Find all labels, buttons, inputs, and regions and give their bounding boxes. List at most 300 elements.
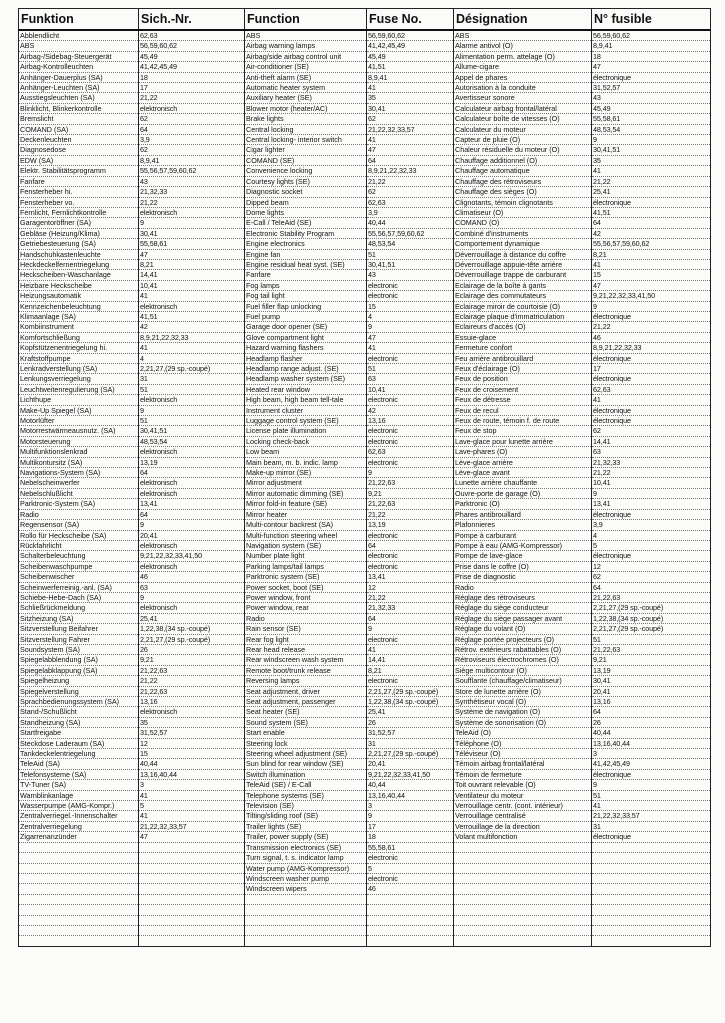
cell-funktion: TeleAid (SA) (19, 759, 139, 769)
cell-sich-nr: elektronisch (139, 207, 245, 217)
cell-sich-nr: 41 (139, 343, 245, 353)
cell-designation: Feux de stop (454, 426, 592, 436)
cell-sich-nr (139, 905, 245, 915)
cell-designation: Synthétiseur vocal (O) (454, 697, 592, 707)
cell-no-fusible: 56,59,60,62 (592, 30, 711, 41)
cell-fuse-no: 25,41 (367, 707, 454, 717)
cell-sich-nr: 30,41 (139, 228, 245, 238)
table-row (19, 665, 711, 675)
cell-function: Parktronic system (SE) (245, 572, 367, 582)
cell-function: Engine residual heat syst. (SE) (245, 259, 367, 269)
cell-no-fusible: 41,42,45,49 (592, 759, 711, 769)
cell-fuse-no: electronic (367, 551, 454, 561)
table-row (19, 218, 711, 228)
table-row (19, 925, 711, 935)
cell-sich-nr: elektronisch (139, 447, 245, 457)
cell-fuse-no: 21,22 (367, 176, 454, 186)
cell-sich-nr: elektronisch (139, 707, 245, 717)
cell-funktion: Spiegelabblendung (SA) (19, 655, 139, 665)
cell-fuse-no: electronic (367, 676, 454, 686)
cell-function: Automatic heater system (245, 83, 367, 93)
table-row (19, 426, 711, 436)
cell-designation: Radio (454, 582, 592, 592)
cell-fuse-no: 63 (367, 374, 454, 384)
cell-no-fusible: 62 (592, 572, 711, 582)
cell-funktion (19, 915, 139, 925)
cell-fuse-no: 62 (367, 114, 454, 124)
cell-function: Electronic Stability Program (245, 228, 367, 238)
cell-funktion: Sitzverstellung Beifahrer (19, 624, 139, 634)
cell-sich-nr: 35 (139, 717, 245, 727)
cell-designation: Chauffage additionnel (O) (454, 155, 592, 165)
cell-fuse-no: 9,21,22,32,33,41,50 (367, 769, 454, 779)
cell-no-fusible: 62 (592, 426, 711, 436)
cell-funktion: Wasserpumpe (AMG-Kompr.) (19, 801, 139, 811)
header-sich-nr: Sich.-Nr. (139, 9, 245, 31)
cell-no-fusible: 35 (592, 155, 711, 165)
table-row (19, 135, 711, 145)
cell-sich-nr: elektronisch (139, 103, 245, 113)
cell-designation: Téléviseur (O) (454, 749, 592, 759)
cell-no-fusible: 21,22 (592, 322, 711, 332)
cell-no-fusible: 41,51 (592, 207, 711, 217)
cell-designation: Téléphone (O) (454, 738, 592, 748)
cell-funktion: TV-Tuner (SA) (19, 780, 139, 790)
cell-function: Fog lamps (245, 280, 367, 290)
cell-funktion: Heizbare Heckscheibe (19, 280, 139, 290)
cell-sich-nr: 43 (139, 176, 245, 186)
cell-sich-nr: 9,21 (139, 655, 245, 665)
cell-no-fusible: 4 (592, 530, 711, 540)
cell-designation: Rétrov. extérieurs rabattables (O) (454, 644, 592, 654)
cell-funktion: Tankdeckelentriegelung (19, 749, 139, 759)
cell-sich-nr: 26 (139, 644, 245, 654)
cell-no-fusible: 21,22 (592, 468, 711, 478)
cell-funktion: Stand-/Schußlicht (19, 707, 139, 717)
cell-designation: Réglage portée projecteurs (O) (454, 634, 592, 644)
cell-sich-nr: 45,49 (139, 51, 245, 61)
table-row (19, 686, 711, 696)
table-row (19, 624, 711, 634)
cell-sich-nr: 3 (139, 780, 245, 790)
cell-fuse-no: 5 (367, 863, 454, 873)
cell-designation: Pompe à eau (AMG-Kompressor) (454, 540, 592, 550)
table-row (19, 249, 711, 259)
cell-designation: Pompe de lave-glace (454, 551, 592, 561)
cell-sich-nr (139, 884, 245, 894)
cell-no-fusible: 55,56,57,59,60,62 (592, 239, 711, 249)
cell-sich-nr: 18 (139, 72, 245, 82)
table-row (19, 62, 711, 72)
cell-sich-nr: 47 (139, 249, 245, 259)
cell-no-fusible: 14,41 (592, 436, 711, 446)
cell-function: Garage door opener (SE) (245, 322, 367, 332)
cell-funktion: Leuchtweitenregulierung (SA) (19, 384, 139, 394)
cell-sich-nr: elektronisch (139, 301, 245, 311)
table-row (19, 301, 711, 311)
cell-fuse-no: electronic (367, 853, 454, 863)
table-row (19, 790, 711, 800)
cell-funktion: Klimaanlage (SA) (19, 311, 139, 321)
cell-funktion: Nebelscheinwerfer (19, 478, 139, 488)
cell-funktion: Navigations-System (SA) (19, 468, 139, 478)
cell-funktion: COMAND (SA) (19, 124, 139, 134)
cell-designation: Ouvre-porte de garage (O) (454, 488, 592, 498)
cell-funktion: Heckdeckelfernentriegelung (19, 259, 139, 269)
cell-funktion: Zentralverriegel.-Innenschalter (19, 811, 139, 821)
cell-function: Water pump (AMG-Kompressor) (245, 863, 367, 873)
table-row (19, 280, 711, 290)
cell-funktion: Heckscheiben-Waschanlage (19, 270, 139, 280)
table-row (19, 187, 711, 197)
cell-fuse-no: 21,22,32,33,57 (367, 124, 454, 134)
table-row (19, 728, 711, 738)
cell-fuse-no: 47 (367, 145, 454, 155)
cell-sich-nr: 47 (139, 832, 245, 842)
cell-sich-nr: 3,9 (139, 135, 245, 145)
cell-no-fusible: électronique (592, 353, 711, 363)
table-row (19, 509, 711, 519)
cell-designation: Lave-phares (O) (454, 447, 592, 457)
cell-sich-nr: elektronisch (139, 488, 245, 498)
cell-fuse-no: 21,22,63 (367, 499, 454, 509)
cell-designation: Réglage du siège conducteur (454, 603, 592, 613)
table-row (19, 270, 711, 280)
cell-designation: Parktronic (O) (454, 499, 592, 509)
cell-fuse-no: 9 (367, 624, 454, 634)
table-row (19, 343, 711, 353)
cell-fuse-no: 51 (367, 249, 454, 259)
cell-designation: Chauffage des sièges (O) (454, 187, 592, 197)
cell-sich-nr: 8,9,21,22,32,33 (139, 332, 245, 342)
cell-no-fusible: 9 (592, 301, 711, 311)
cell-no-fusible: 63 (592, 447, 711, 457)
cell-funktion: Kraftstoffpumpe (19, 353, 139, 363)
cell-funktion: Garagentoröffner (SA) (19, 218, 139, 228)
cell-function: Power window, front (245, 592, 367, 602)
cell-fuse-no: 62,63 (367, 197, 454, 207)
table-row (19, 436, 711, 446)
cell-designation: Verrouillage de la direction (454, 821, 592, 831)
table-row (19, 114, 711, 124)
table-row (19, 613, 711, 623)
cell-sich-nr: 64 (139, 468, 245, 478)
cell-sich-nr: 2,21,27,(29 sp.-coupé) (139, 364, 245, 374)
cell-sich-nr: 64 (139, 124, 245, 134)
cell-designation: TeleAid (O) (454, 728, 592, 738)
cell-function: Air-conditioner (SE) (245, 62, 367, 72)
cell-function: Make-up mirror (SE) (245, 468, 367, 478)
table-row (19, 51, 711, 61)
cell-no-fusible: électronique (592, 374, 711, 384)
cell-function: TeleAid (SE) / E-Call (245, 780, 367, 790)
cell-fuse-no: 62,63 (367, 447, 454, 457)
table-row (19, 259, 711, 269)
cell-fuse-no: 41 (367, 135, 454, 145)
cell-sich-nr: 63 (139, 582, 245, 592)
cell-function: Windscreen wipers (245, 884, 367, 894)
cell-sich-nr (139, 863, 245, 873)
cell-funktion (19, 842, 139, 852)
table-row (19, 655, 711, 665)
cell-function: Instrument cluster (245, 405, 367, 415)
cell-function: Mirror heater (245, 509, 367, 519)
cell-function: Navigation system (SE) (245, 540, 367, 550)
table-row (19, 592, 711, 602)
cell-designation: Combiné d'instruments (454, 228, 592, 238)
cell-function: Sun blind for rear window (SE) (245, 759, 367, 769)
table-row (19, 311, 711, 321)
cell-function (245, 936, 367, 946)
table-row (19, 540, 711, 550)
cell-designation: Calculateur du moteur (454, 124, 592, 134)
cell-designation: Prise de diagnostic (454, 572, 592, 582)
cell-no-fusible (592, 842, 711, 852)
cell-funktion (19, 905, 139, 915)
cell-no-fusible: 9,21 (592, 655, 711, 665)
cell-designation (454, 925, 592, 935)
cell-no-fusible: 2,21,27,(29 sp.-coupé) (592, 624, 711, 634)
cell-no-fusible: 15 (592, 270, 711, 280)
cell-fuse-no (367, 894, 454, 904)
table-row (19, 676, 711, 686)
cell-function: Rear fog light (245, 634, 367, 644)
cell-sich-nr (139, 915, 245, 925)
cell-funktion: Scheibenwischer (19, 572, 139, 582)
cell-function: Fuel filler flap unlocking (245, 301, 367, 311)
cell-no-fusible: 48,53,54 (592, 124, 711, 134)
cell-funktion (19, 884, 139, 894)
cell-funktion: Regensensor (SA) (19, 520, 139, 530)
cell-fuse-no: 21,22 (367, 509, 454, 519)
table-row (19, 915, 711, 925)
cell-function: Multi-function steering wheel (245, 530, 367, 540)
cell-designation: Feux de position (454, 374, 592, 384)
cell-function: Brake lights (245, 114, 367, 124)
cell-no-fusible: 20,41 (592, 686, 711, 696)
table-row (19, 124, 711, 134)
cell-designation: Toit ouvrant relevable (O) (454, 780, 592, 790)
cell-function: ABS (245, 30, 367, 41)
cell-sich-nr: 41 (139, 291, 245, 301)
cell-fuse-no: electronic (367, 561, 454, 571)
cell-fuse-no: 47 (367, 332, 454, 342)
cell-designation: Feu arrière antibrouillard (454, 353, 592, 363)
cell-designation: Alimentation perm. attelage (O) (454, 51, 592, 61)
cell-sich-nr: 21,32,33 (139, 187, 245, 197)
cell-designation: Verrouillage centralisé (454, 811, 592, 821)
table-row (19, 530, 711, 540)
cell-funktion: Parktronic-System (SA) (19, 499, 139, 509)
cell-designation: Comportement dynamique (454, 239, 592, 249)
table-row (19, 322, 711, 332)
table-row (19, 603, 711, 613)
cell-funktion: Fensterheber hi. (19, 187, 139, 197)
cell-sich-nr: 14,41 (139, 270, 245, 280)
cell-function: Luggage control system (SE) (245, 416, 367, 426)
cell-fuse-no: 1,22,38,(34 sp.-coupé) (367, 697, 454, 707)
cell-no-fusible: 64 (592, 707, 711, 717)
table-row (19, 551, 711, 561)
cell-fuse-no: 17 (367, 821, 454, 831)
cell-function: Turn signal, t. s. indicator lamp (245, 853, 367, 863)
table-row (19, 853, 711, 863)
cell-function: Headlamp flasher (245, 353, 367, 363)
cell-no-fusible (592, 915, 711, 925)
cell-function: Main beam, m. b. indic. lamp (245, 457, 367, 467)
cell-designation: Réglage du siège passager avant (454, 613, 592, 623)
cell-no-fusible: 51 (592, 790, 711, 800)
table-row (19, 364, 711, 374)
cell-no-fusible: 3,9 (592, 520, 711, 530)
cell-designation: Eclairage de la boîte à gants (454, 280, 592, 290)
fuse-table-sheet (18, 8, 710, 947)
cell-funktion: Multifunktionslenkrad (19, 447, 139, 457)
cell-fuse-no (367, 925, 454, 935)
cell-funktion (19, 925, 139, 935)
cell-funktion: Gebläse (Heizung/Klima) (19, 228, 139, 238)
cell-designation: Climatiseur (O) (454, 207, 592, 217)
cell-no-fusible: 10,41 (592, 478, 711, 488)
cell-sich-nr: 55,58,61 (139, 239, 245, 249)
cell-fuse-no: 3,9 (367, 207, 454, 217)
cell-fuse-no: 10,41 (367, 384, 454, 394)
cell-no-fusible: 51 (592, 634, 711, 644)
cell-no-fusible (592, 884, 711, 894)
cell-no-fusible: 47 (592, 280, 711, 290)
cell-fuse-no: 13,41 (367, 572, 454, 582)
cell-designation: Fermeture confort (454, 343, 592, 353)
cell-sich-nr: 13,16,40,44 (139, 769, 245, 779)
table-row (19, 103, 711, 113)
cell-designation: Déverrouillage appuie-tête arrière (454, 259, 592, 269)
table-row (19, 780, 711, 790)
cell-function: E-Call / TeleAid (SE) (245, 218, 367, 228)
table-row (19, 499, 711, 509)
header-designation: Désignation (454, 9, 592, 31)
cell-sich-nr: 64 (139, 509, 245, 519)
cell-no-fusible: 25,41 (592, 187, 711, 197)
cell-designation: Chaleur résiduelle du moteur (O) (454, 145, 592, 155)
cell-funktion: Zigarrenanzünder (19, 832, 139, 842)
cell-function: Mirror adjustment (245, 478, 367, 488)
cell-funktion: Elektr. Stabilitätsprogramm (19, 166, 139, 176)
cell-funktion: Warnblinkanlage (19, 790, 139, 800)
cell-sich-nr: 31 (139, 374, 245, 384)
cell-funktion: Blinklicht, Blinkerkontrolle (19, 103, 139, 113)
cell-fuse-no: 30,41,51 (367, 259, 454, 269)
cell-function: Engine fan (245, 249, 367, 259)
cell-no-fusible: 30,41,51 (592, 145, 711, 155)
cell-funktion: Lenkungsverriegelung (19, 374, 139, 384)
table-row (19, 644, 711, 654)
cell-function: Trailer lights (SE) (245, 821, 367, 831)
cell-function: Fanfare (245, 270, 367, 280)
cell-sich-nr (139, 842, 245, 852)
cell-funktion: ABS (19, 41, 139, 51)
cell-fuse-no: 48,53,54 (367, 239, 454, 249)
cell-sich-nr: 21,22 (139, 93, 245, 103)
cell-designation: Avertisseur sonore (454, 93, 592, 103)
cell-funktion: Rückfahrlicht (19, 540, 139, 550)
cell-sich-nr: 41 (139, 790, 245, 800)
table-row (19, 520, 711, 530)
cell-no-fusible: 30,41 (592, 676, 711, 686)
cell-no-fusible: 21,22,63 (592, 644, 711, 654)
cell-sich-nr: 62 (139, 145, 245, 155)
cell-no-fusible: 21,22,63 (592, 592, 711, 602)
header-fuse-no: Fuse No. (367, 9, 454, 31)
cell-function: Transmission electronics (SE) (245, 842, 367, 852)
cell-designation (454, 842, 592, 852)
cell-no-fusible: 40,44 (592, 728, 711, 738)
cell-fuse-no: electronic (367, 353, 454, 363)
table-row (19, 405, 711, 415)
cell-funktion (19, 853, 139, 863)
table-row (19, 93, 711, 103)
cell-no-fusible: électronique (592, 311, 711, 321)
table-row (19, 83, 711, 93)
cell-designation: Phares antibrouillard (454, 509, 592, 519)
cell-designation: Siège multicontour (O) (454, 665, 592, 675)
cell-fuse-no: electronic (367, 436, 454, 446)
cell-funktion: Motorlüfter (19, 416, 139, 426)
cell-designation: Lève-glace avant (454, 468, 592, 478)
cell-fuse-no: electronic (367, 395, 454, 405)
cell-no-fusible: 8,9,41 (592, 41, 711, 51)
cell-fuse-no: 56,59,60,62 (367, 30, 454, 41)
cell-fuse-no: 21,22,63 (367, 478, 454, 488)
cell-funktion: Scheibenwaschpumpe (19, 561, 139, 571)
cell-no-fusible: 41 (592, 395, 711, 405)
cell-designation: Soufflante (chauffage/climatiseur) (454, 676, 592, 686)
cell-function: Power window, rear (245, 603, 367, 613)
cell-function: Auxiliary heater (SE) (245, 93, 367, 103)
cell-funktion: Multikontursitz (SA) (19, 457, 139, 467)
cell-function: Reversing lamps (245, 676, 367, 686)
cell-funktion: Anhänger-Leuchten (SA) (19, 83, 139, 93)
cell-funktion: Diagnosedose (19, 145, 139, 155)
cell-designation: Lève-glace arrière (454, 457, 592, 467)
cell-function: Multi-contour backrest (SA) (245, 520, 367, 530)
cell-designation: Clignotants, témoin clignotants (454, 197, 592, 207)
cell-funktion: Sitzheizung (SA) (19, 613, 139, 623)
cell-fuse-no: 12 (367, 582, 454, 592)
cell-no-fusible: électronique (592, 769, 711, 779)
cell-funktion: Fernlicht, Fernlichtkontrolle (19, 207, 139, 217)
cell-fuse-no: 9,21 (367, 488, 454, 498)
cell-designation: Système de navigation (O) (454, 707, 592, 717)
cell-designation (454, 905, 592, 915)
cell-function: Windscreen washer pump (245, 873, 367, 883)
cell-function: Engine electronics (245, 239, 367, 249)
cell-sich-nr: 13,41 (139, 499, 245, 509)
cell-function: License plate illumination (245, 426, 367, 436)
cell-fuse-no: 2,21,27,(29 sp.-coupé) (367, 749, 454, 759)
cell-function: Seat adjustment, passenger (245, 697, 367, 707)
cell-no-fusible: 41 (592, 166, 711, 176)
cell-fuse-no: electronic (367, 426, 454, 436)
table-row (19, 738, 711, 748)
cell-designation: Feux de recul (454, 405, 592, 415)
cell-designation: ABS (454, 30, 592, 41)
cell-designation: Plafonnieres (454, 520, 592, 530)
cell-fuse-no: 41 (367, 644, 454, 654)
cell-sich-nr (139, 853, 245, 863)
cell-function: Telephone systems (SE) (245, 790, 367, 800)
cell-designation: Feux d'éclairage (O) (454, 364, 592, 374)
cell-designation: COMAND (O) (454, 218, 592, 228)
